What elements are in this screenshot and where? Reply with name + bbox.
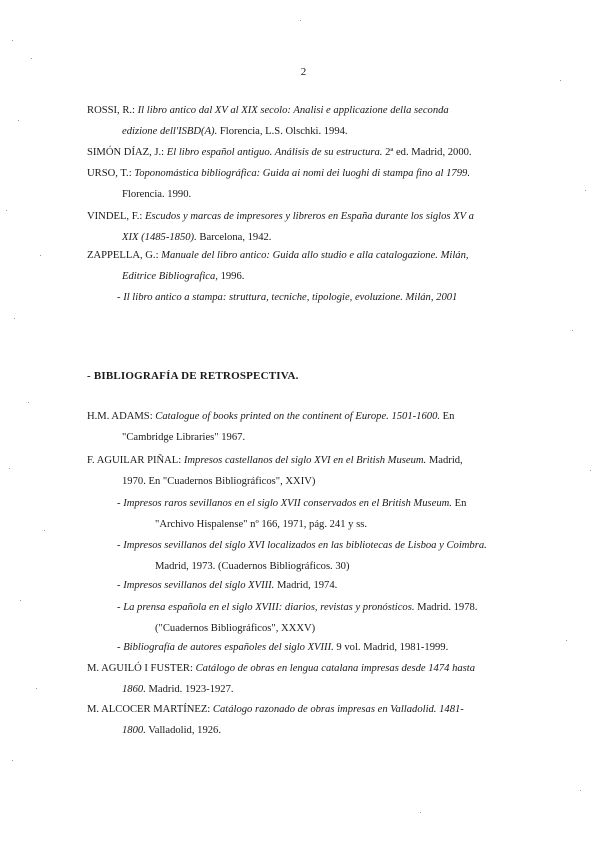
bib-entry-aguilo-fuster: M. AGUILÓ I FUSTER: Catálogo de obras en lengua catalana impresas desde 1474 hasta 1860. Madrid. 1923-1927. (87, 663, 476, 695)
bib-entry-aguilar-pinal-4: - Impresos sevillanos del siglo XVIII. Madrid, 1974. (117, 580, 338, 591)
bib-entry-rossi: ROSSI, R.: Il libro antico dal XV al XIX secolo: Analisi e applicazione della seconda edizione dell'ISBD(A). Florencia, L.S. Olschki. 1994. (87, 105, 449, 137)
bib-entry-aguilar-pinal: F. AGUILAR PIÑAL: Impresos castellanos del siglo XVI en el British Museum. Madrid, 1970. En "Cuadernos Bibliográficos", XXIV) (87, 455, 463, 487)
section-heading: - BIBLIOGRAFÍA DE RETROSPECTIVA. (87, 370, 299, 382)
bib-entry-aguilar-pinal-5: - La prensa española en el siglo XVIII: diarios, revistas y pronósticos. Madrid. 1978. ("Cuadernos Bibliográficos", XXXV) (117, 602, 478, 634)
page-number: 2 (300, 66, 307, 78)
bib-entry-adams: H.M. ADAMS: Catalogue of books printed on the continent of Europe. 1501-1600. En "Cambridge Libraries" 1967. (87, 411, 455, 443)
bib-entry-zappella-2: - Il libro antico a stampa: struttura, tecniche, tipologie, evoluzione. Milán, 2001 (117, 292, 458, 303)
bib-entry-aguilar-pinal-6: - Bibliografía de autores españoles del siglo XVIII. 9 vol. Madrid, 1981-1999. (117, 642, 449, 653)
bib-entry-aguilar-pinal-3: - Impresos sevillanos del siglo XVI localizados en las bibliotecas de Lisboa y Coimbra. Madrid, 1973. (Cuadernos Bibliográficos. 30) (117, 540, 487, 572)
bib-entry-vindel: VINDEL, F.: Escudos y marcas de impresores y libreros en España durante los siglos XV a XIX (1485-1850). Barcelona, 1942. (87, 211, 474, 243)
bib-entry-urso: URSO, T.: Toponomástica bibliográfica: Guida ai nomi dei luoghi di stampa fino al 1799. Florencia. 1990. (87, 168, 470, 200)
bib-entry-simon-diaz: SIMÓN DÍAZ, J.: El libro español antiguo. Análisis de su estructura. 2ª ed. Madrid, 2000. (87, 147, 472, 158)
bib-entry-alcocer-martinez: M. ALCOCER MARTÍNEZ: Catálogo razonado de obras impresas en Valladolid. 1481- 1800. Valladolid, 1926. (87, 704, 464, 736)
bib-entry-aguilar-pinal-2: - Impresos raros sevillanos en el siglo XVII conservados en el British Museum. En "Archivo Hispalense" nº 166, 1971, pág. 241 y ss. (117, 498, 467, 530)
bib-entry-zappella: ZAPPELLA, G.: Manuale del libro antico: Guida allo studio e alla catalogazione. Milán, Editrice Bibliografica, 1996. (87, 250, 469, 282)
